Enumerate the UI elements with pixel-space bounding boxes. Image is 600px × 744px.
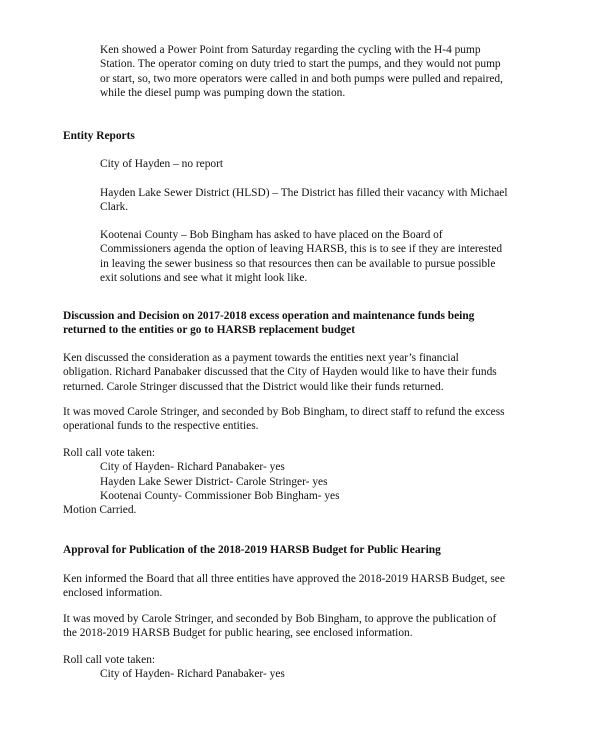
- discussion-roll-call: [63, 446, 563, 517]
- roll-call-label: Roll call vote taken:: [63, 447, 156, 459]
- heading-line: returned to the entities or go to HARSB replacement budget: [63, 324, 356, 337]
- intro-paragraph: [100, 43, 560, 100]
- roll-call-label: Roll call vote taken:: [63, 654, 156, 666]
- text-line: Kootenai County – Bob Bingham has asked to have placed on the Board of: [100, 229, 443, 241]
- discussion-heading: [63, 309, 563, 338]
- text-line: Ken discussed the consideration as a payment towards the entities next year’s financial: [63, 352, 459, 364]
- discussion-motion: [63, 405, 563, 434]
- text-line: operational funds to the respective entities.: [63, 420, 259, 433]
- text-line: Clark.: [100, 201, 129, 214]
- text-line: It was moved Carole Stringer, and seconded by Bob Bingham, to direct staff to refund the excess: [63, 406, 505, 418]
- approval-heading: Approval for Publication of the 2018-2019 HARSB Budget for Public Hearing: [63, 544, 441, 556]
- vote-item: City of Hayden- Richard Panabaker- yes: [100, 668, 285, 681]
- text-line: the 2018-2019 HARSB Budget for public hearing, see enclosed information.: [63, 627, 413, 640]
- motion-result: Motion Carried.: [63, 504, 137, 517]
- heading-line: Discussion and Decision on 2017-2018 excess operation and maintenance funds being: [63, 310, 475, 322]
- text-line: exit solutions and see what it might look like.: [100, 271, 308, 284]
- text-line: or start, so, two more operators were called in and both pumps were pulled and repaired,: [100, 72, 503, 85]
- approval-roll-call: [63, 653, 563, 682]
- text-line: obligation. Richard Panabaker discussed that the City of Hayden would like to have their funds: [63, 366, 497, 379]
- vote-item: Kootenai County- Commissioner Bob Bingham- yes: [100, 489, 340, 502]
- text-line: Commissioners agenda the option of leaving HARSB, this is to see if they are interested: [100, 243, 503, 256]
- approval-paragraph: [63, 572, 563, 601]
- text-line: Hayden Lake Sewer District (HLSD) – The District has filled their vacancy with Michael: [100, 187, 508, 199]
- text-line: Ken informed the Board that all three entities have approved the 2018-2019 HARSB Budget, see: [63, 573, 505, 585]
- discussion-paragraph: [63, 351, 563, 394]
- text-line: Ken showed a Power Point from Saturday regarding the cycling with the H-4 pump: [100, 44, 481, 56]
- text-line: It was moved by Carole Stringer, and seconded by Bob Bingham, to approve the publication of: [63, 613, 497, 625]
- vote-item: Hayden Lake Sewer District- Carole Stringer- yes: [100, 475, 328, 488]
- entity-reports-heading: Entity Reports: [63, 130, 135, 142]
- hlsd-report: [100, 186, 560, 215]
- text-line: returned. Carole Stringer discussed that the District would like their funds returned.: [63, 380, 444, 393]
- text-line: in leaving the sewer business so that resources then can be available to pursue possible: [100, 257, 496, 270]
- approval-motion: [63, 612, 563, 641]
- text-line: while the diesel pump was pumping down the station.: [100, 86, 346, 99]
- vote-item: City of Hayden- Richard Panabaker- yes: [100, 461, 285, 474]
- text-line: Station. The operator coming on duty tried to start the pumps, and they would not pump: [100, 58, 501, 71]
- hayden-report: City of Hayden – no report: [100, 158, 224, 170]
- text-line: enclosed information.: [63, 587, 163, 600]
- kootenai-report: [100, 228, 560, 285]
